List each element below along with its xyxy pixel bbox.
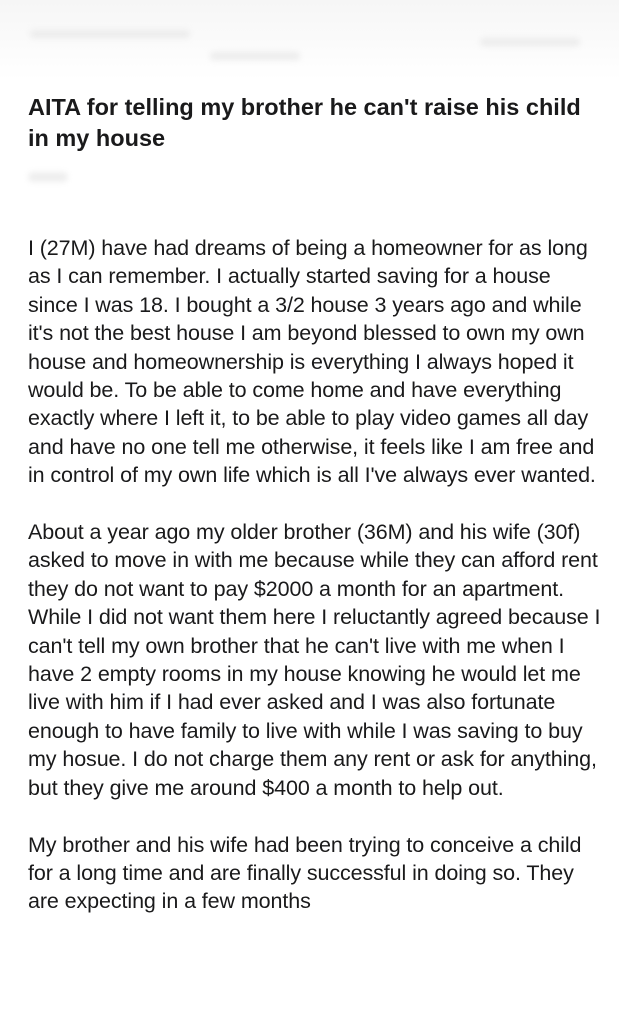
blurred-post-meta bbox=[28, 172, 68, 182]
blurred-header-line bbox=[210, 52, 300, 60]
post-paragraph: My brother and his wife had been trying to conceive a child for a long time and are finally successful in doing so. They are expecting in a few months bbox=[28, 832, 582, 914]
post-paragraph: I (27M) have had dreams of being a homeowner for as long as I can remember. I actually started saving for a house since I was 18. I bought a 3/2 house 3 years ago and while it's not the best house I am beyond blessed to own my own house and homeownership is everything I always hoped it would be. To be able to come home and have everything exactly where I left it, to be able to play video games all day and have no one tell me otherwise, it feels like I am free and in control of my own life which is all I've always ever wanted. bbox=[28, 236, 596, 488]
blurred-header-line bbox=[30, 30, 190, 38]
post-paragraph: About a year ago my older brother (36M) and his wife (30f) asked to move in with me because while they can afford rent they do not want to pay $2000 a month for an apartment. While I did not want them here I reluctantly agreed because I can't tell my own brother that he can't live with me when I have 2 empty rooms in my house knowing he would let me live with him if I had ever asked and I was also fortunate enough to have family to live with while I was saving to buy my hosue. I do not charge them any rent or ask for anything, but they give me around $400 a month to help out. bbox=[28, 520, 601, 800]
post-title: AITA for telling my brother he can't raise his child in my house bbox=[28, 94, 581, 151]
blurred-header-line bbox=[480, 38, 580, 46]
blurred-header bbox=[0, 0, 619, 80]
post-body bbox=[28, 234, 603, 944]
